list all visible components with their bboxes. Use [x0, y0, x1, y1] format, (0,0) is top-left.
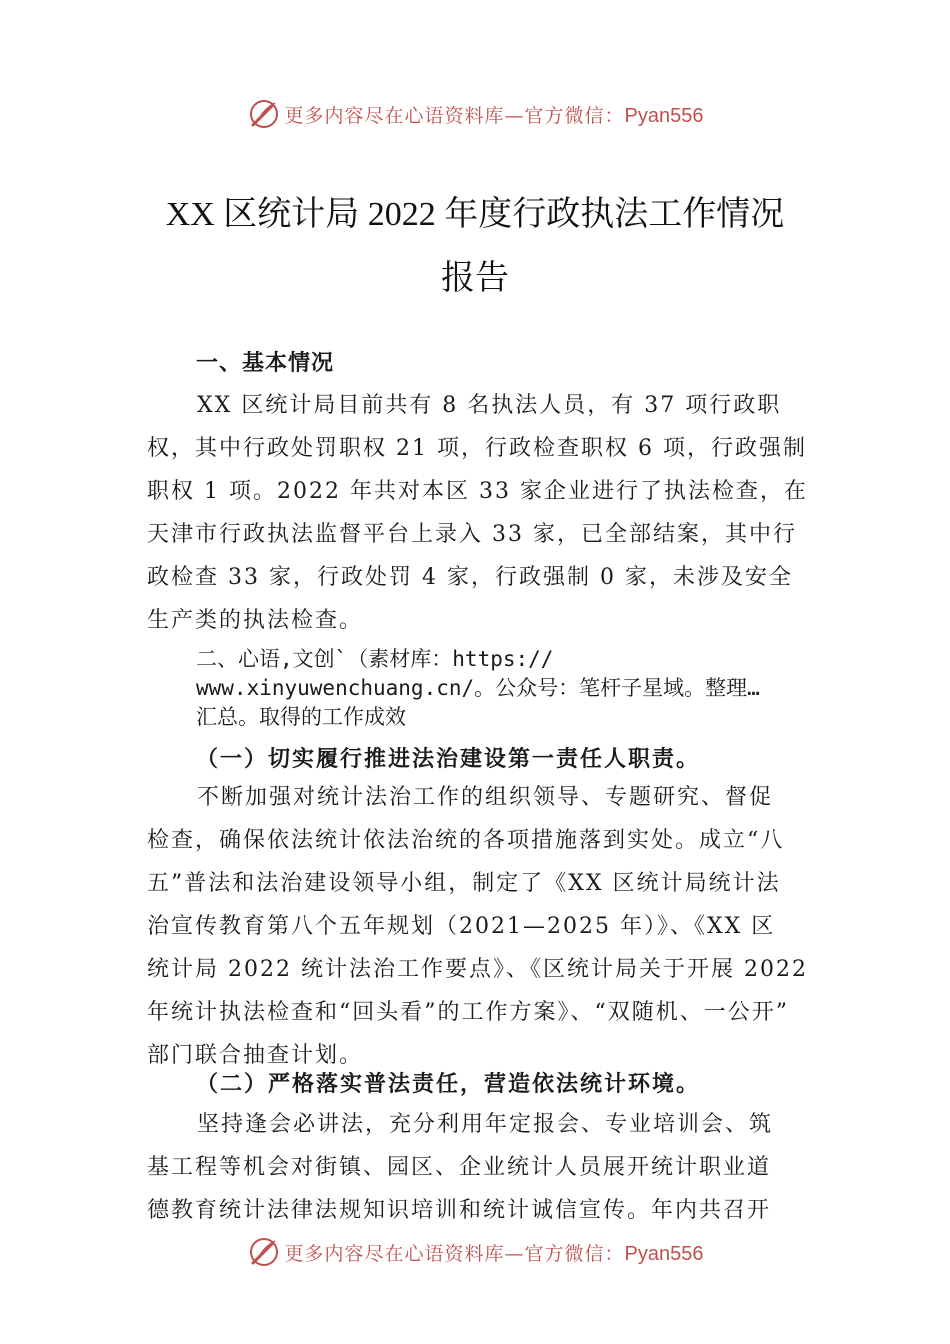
paragraph-line: 天津市行政执法监督平台上录入 33 家，已全部结案，其中行 — [147, 522, 797, 547]
paragraph-line: 五”普法和法治建设领导小组，制定了《XX 区统计局统计法 — [147, 871, 781, 896]
paragraph-line: 不断加强对统计法治工作的组织领导、专题研究、督促 — [197, 785, 774, 810]
section-2-heading — [196, 645, 856, 732]
watermark-banner-bottom — [0, 1232, 950, 1272]
brush-logo-icon — [247, 97, 281, 131]
section-1-body — [147, 384, 807, 642]
mono-line: www.xinyuwenchuang.cn/。公众号：笔杆子星域。整理… — [196, 676, 760, 700]
mono-line: 汇总。取得的工作成效 — [196, 705, 406, 729]
paragraph-line: 政检查 33 家，行政处罚 4 家，行政强制 0 家，未涉及安全 — [147, 565, 793, 590]
paragraph-line: 治宣传教育第八个五年规划（2021—2025 年）》、《XX 区 — [147, 914, 776, 939]
paragraph-line: 坚持逢会必讲法，充分利用年定报会、专业培训会、筑 — [197, 1112, 774, 1137]
brush-logo-icon — [247, 1235, 281, 1269]
paragraph-line: 德教育统计法律法规知识培训和统计诚信宣传。年内共召开 — [147, 1198, 772, 1223]
section-1-heading: 一、基本情况 — [196, 351, 335, 376]
paragraph-line: 基工程等机会对街镇、园区、企业统计人员展开统计职业道 — [147, 1155, 772, 1180]
paragraph-line: XX 区统计局目前共有 8 名执法人员，有 37 项行政职 — [197, 393, 782, 418]
paragraph-line: 年统计执法检查和“回头看”的工作方案》、“双随机、一公开” — [147, 1000, 789, 1025]
watermark-text: 更多内容尽在心语资料库—官方微信：Pyan556 — [284, 1242, 704, 1265]
subsection-1-heading: （一）切实履行推进法治建设第一责任人职责。 — [196, 746, 701, 772]
paragraph-line: 统计局 2022 统计法治工作要点》、《区统计局关于开展 2022 — [147, 957, 808, 982]
document-title-line-1: XX 区统计局 2022 年度行政执法工作情况 — [165, 196, 785, 233]
paragraph-line: 权，其中行政处罚职权 21 项，行政检查职权 6 项，行政强制 — [147, 436, 807, 461]
watermark-banner-top — [0, 94, 950, 134]
paragraph-line: 生产类的执法检查。 — [147, 608, 364, 633]
subsection-2-heading: （二）严格落实普法责任，营造依法统计环境。 — [196, 1071, 701, 1097]
paragraph-line: 部门联合抽查计划。 — [147, 1043, 364, 1068]
subsection-1-body — [147, 776, 807, 1077]
watermark-text: 更多内容尽在心语资料库—官方微信：Pyan556 — [284, 104, 704, 127]
document-title-line-2: 报告 — [441, 260, 509, 297]
paragraph-line: 检查，确保依法统计依法治统的各项措施落到实处。成立“八 — [147, 828, 785, 853]
subsection-2-body — [147, 1103, 807, 1232]
paragraph-line: 职权 1 项。2022 年共对本区 33 家企业进行了执法检查，在 — [147, 479, 808, 504]
mono-line: 二、心语,文创`（素材库：https:// — [196, 647, 554, 671]
